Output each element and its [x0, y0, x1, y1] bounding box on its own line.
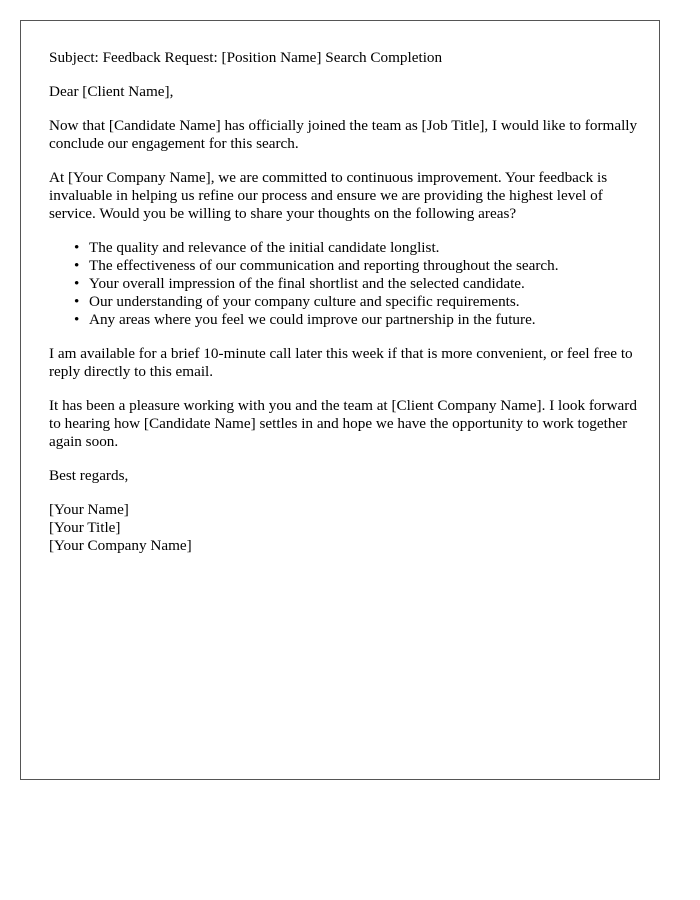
list-item	[74, 311, 639, 329]
signature-company: [Your Company Name]	[49, 537, 192, 554]
signature-name: [Your Name]	[49, 501, 129, 518]
list-item	[74, 239, 639, 257]
salutation: Dear [Client Name],	[49, 83, 174, 100]
subject-line: Subject: Feedback Request: [Position Name] Search Completion	[49, 49, 443, 66]
feedback-areas-list	[49, 239, 639, 329]
bullet-icon: •	[74, 257, 80, 274]
feedback-request-paragraph: At [Your Company Name], we are committed to continuous improvement. Your feedback is invaluable in helping us refine our process and ensure we are providing the highest level of service. Would you be willing to share your thoughts on the following areas?	[49, 169, 608, 222]
bullet-icon: •	[74, 293, 80, 310]
list-item-text: Any areas where you feel we could improve our partnership in the future.	[89, 311, 536, 328]
sign-off: Best regards,	[49, 467, 129, 484]
closing-paragraph: It has been a pleasure working with you and the team at [Client Company Name]. I look forward to hearing how [Candidate Name] settles in and hope we have the opportunity to work together again soon.	[49, 397, 637, 450]
letter-body	[49, 49, 639, 555]
list-item	[74, 257, 639, 275]
list-item-text: The effectiveness of our communication and reporting throughout the search.	[89, 257, 559, 274]
bullet-icon: •	[74, 239, 80, 256]
list-item	[74, 275, 639, 293]
letter-frame	[20, 20, 660, 780]
signature-title: [Your Title]	[49, 519, 121, 536]
signature-block	[49, 501, 639, 555]
list-item-text: Our understanding of your company culture and specific requirements.	[89, 293, 520, 310]
bullet-icon: •	[74, 275, 80, 292]
availability-paragraph: I am available for a brief 10-minute call later this week if that is more convenient, or feel free to reply directly to this email.	[49, 345, 633, 380]
bullet-icon: •	[74, 311, 80, 328]
list-item-text: Your overall impression of the final shortlist and the selected candidate.	[89, 275, 525, 292]
list-item	[74, 293, 639, 311]
intro-paragraph: Now that [Candidate Name] has officially joined the team as [Job Title], I would like to formally conclude our engagement for this search.	[49, 117, 638, 152]
list-item-text: The quality and relevance of the initial candidate longlist.	[89, 239, 440, 256]
